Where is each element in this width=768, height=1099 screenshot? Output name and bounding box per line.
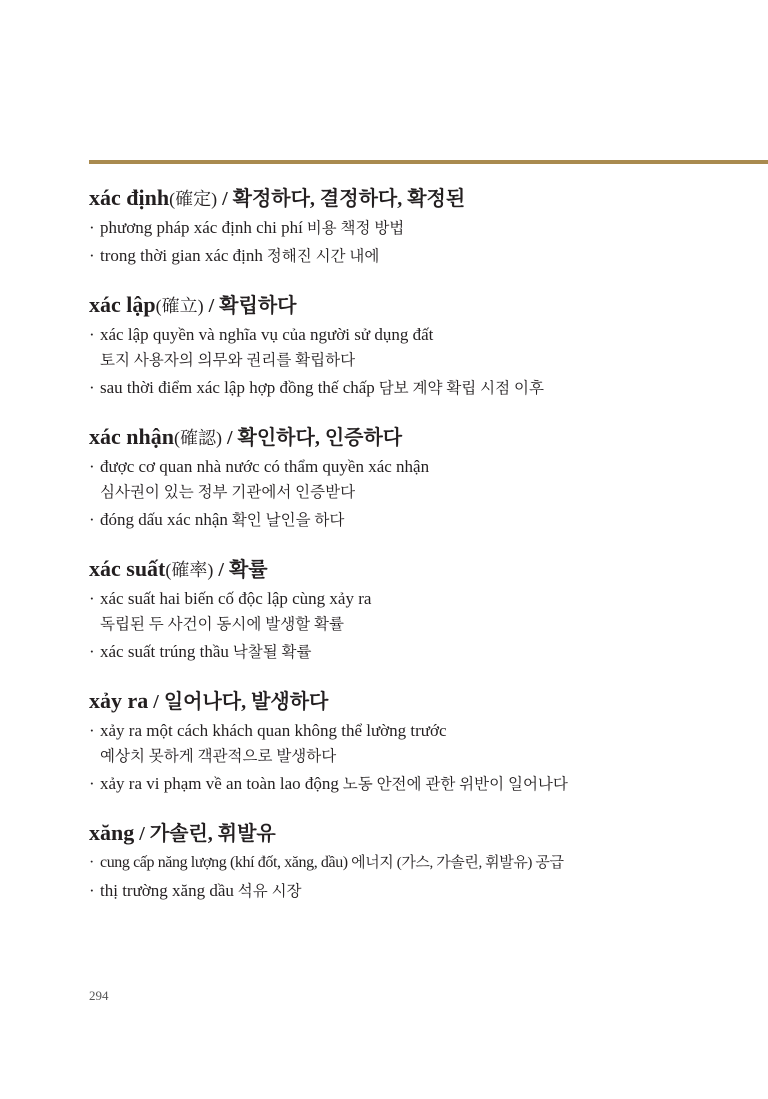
example-line: · thị trường xăng dầu 석유 시장 [89, 881, 302, 900]
example-ko: 석유 시장 [233, 883, 302, 900]
entry-headword [89, 554, 749, 585]
example-line: · phương pháp xác định chi phí 비용 책정 방법 [89, 218, 405, 237]
example-line: · xảy ra một cách khách quan không thể lường trước [89, 721, 447, 740]
entry-headword [89, 290, 749, 321]
example-vi: xác lập quyền và nghĩa vụ của người sử dụng đất [100, 325, 434, 344]
entry-headword [89, 818, 749, 849]
example-ko: 담보 계약 확립 시점 이후 [374, 380, 544, 397]
entry-term: xăng [89, 820, 135, 845]
example-vi: đóng dấu xác nhận [100, 510, 228, 529]
dictionary-entries [89, 183, 749, 925]
example-ko: 에너지 (가스, 가솔린, 휘발유) 공급 [347, 855, 564, 871]
entry-meaning: / 가솔린, 휘발유 [134, 823, 276, 845]
entry-meaning: / 확립하다 [203, 295, 297, 317]
entry-hanja: (確率) [165, 560, 214, 580]
example-vi: xác suất hai biến cố độc lập cùng xảy ra [100, 589, 372, 608]
example-vi: trong thời gian xác định [100, 246, 263, 265]
example-line: · xác suất trúng thầu 낙찰될 확률 [89, 642, 312, 661]
entry [89, 818, 749, 905]
example-vi: được cơ quan nhà nước có thẩm quyền xác nhận [100, 457, 430, 476]
example-line: · đóng dấu xác nhận 확인 날인을 하다 [89, 510, 345, 529]
example-line: · xảy ra vi phạm về an toàn lao động 노동 안전에 관한 위반이 일어나다 [89, 774, 568, 793]
example-vi: sau thời điểm xác lập hợp đồng thế chấp [100, 378, 375, 397]
example-line: · xác suất hai biến cố độc lập cùng xảy ra [89, 589, 372, 608]
example-line: · trong thời gian xác định 정해진 시간 내에 [89, 246, 380, 265]
example-vi: phương pháp xác định chi phí [100, 218, 303, 237]
example-translation [89, 612, 749, 638]
entry [89, 422, 749, 534]
example-line: · xác lập quyền và nghĩa vụ của người sử dụng đất [89, 325, 434, 344]
entry-term: xác nhận [89, 424, 174, 449]
example-ko: 노동 안전에 관한 위반이 일어나다 [338, 776, 568, 793]
entry-hanja: (確定) [169, 189, 218, 209]
entry-meaning: / 일어나다, 발생하다 [148, 691, 329, 713]
example-ko: 예상치 못하게 객관적으로 발생하다 [100, 748, 337, 765]
entry [89, 290, 749, 402]
example-vi: xảy ra vi phạm về an toàn lao động [100, 774, 339, 793]
entry [89, 183, 749, 270]
entry-meaning: / 확정하다, 결정하다, 확정된 [217, 188, 466, 210]
example-translation [89, 744, 749, 770]
example-ko: 낙찰될 확률 [228, 644, 312, 661]
entry-meaning: / 확률 [213, 559, 268, 581]
example-ko: 토지 사용자의 의무와 권리를 확립하다 [100, 352, 356, 369]
example-translation [89, 348, 749, 374]
example-vi: thị trường xăng dầu [100, 881, 234, 900]
entry [89, 554, 749, 666]
entry-headword [89, 686, 749, 717]
example-ko: 독립된 두 사건이 동시에 발생할 확률 [100, 616, 344, 633]
example-line: · cung cấp năng lượng (khí đốt, xăng, dầu) 에너지 (가스, 가솔린, 휘발유) 공급 [89, 854, 564, 871]
entry-headword [89, 422, 749, 453]
header-rule [89, 160, 768, 164]
entry-hanja: (確立) [155, 296, 204, 316]
example-ko: 확인 날인을 하다 [227, 512, 345, 529]
entry-meaning: / 확인하다, 인증하다 [221, 427, 403, 449]
example-ko: 심사권이 있는 정부 기관에서 인증받다 [100, 484, 356, 501]
entry-headword [89, 183, 749, 214]
entry-term: xác suất [89, 556, 166, 581]
entry-term: xác định [89, 185, 170, 210]
example-ko: 정해진 시간 내에 [262, 248, 380, 265]
example-line: · sau thời điểm xác lập hợp đồng thế chấp 담보 계약 확립 시점 이후 [89, 378, 544, 397]
example-vi: xác suất trúng thầu [100, 642, 229, 661]
entry-term: xác lập [89, 292, 156, 317]
entry [89, 686, 749, 798]
entry-term: xảy ra [89, 688, 149, 713]
example-translation [89, 480, 749, 506]
example-vi: xảy ra một cách khách quan không thể lường trước [100, 721, 447, 740]
example-line: · được cơ quan nhà nước có thẩm quyền xác nhận [89, 457, 430, 476]
entry-hanja: (確認) [173, 428, 222, 448]
example-vi: cung cấp năng lượng (khí đốt, xăng, dầu) [100, 854, 348, 871]
page-number: 294 [89, 988, 109, 1003]
example-ko: 비용 책정 방법 [302, 220, 405, 237]
